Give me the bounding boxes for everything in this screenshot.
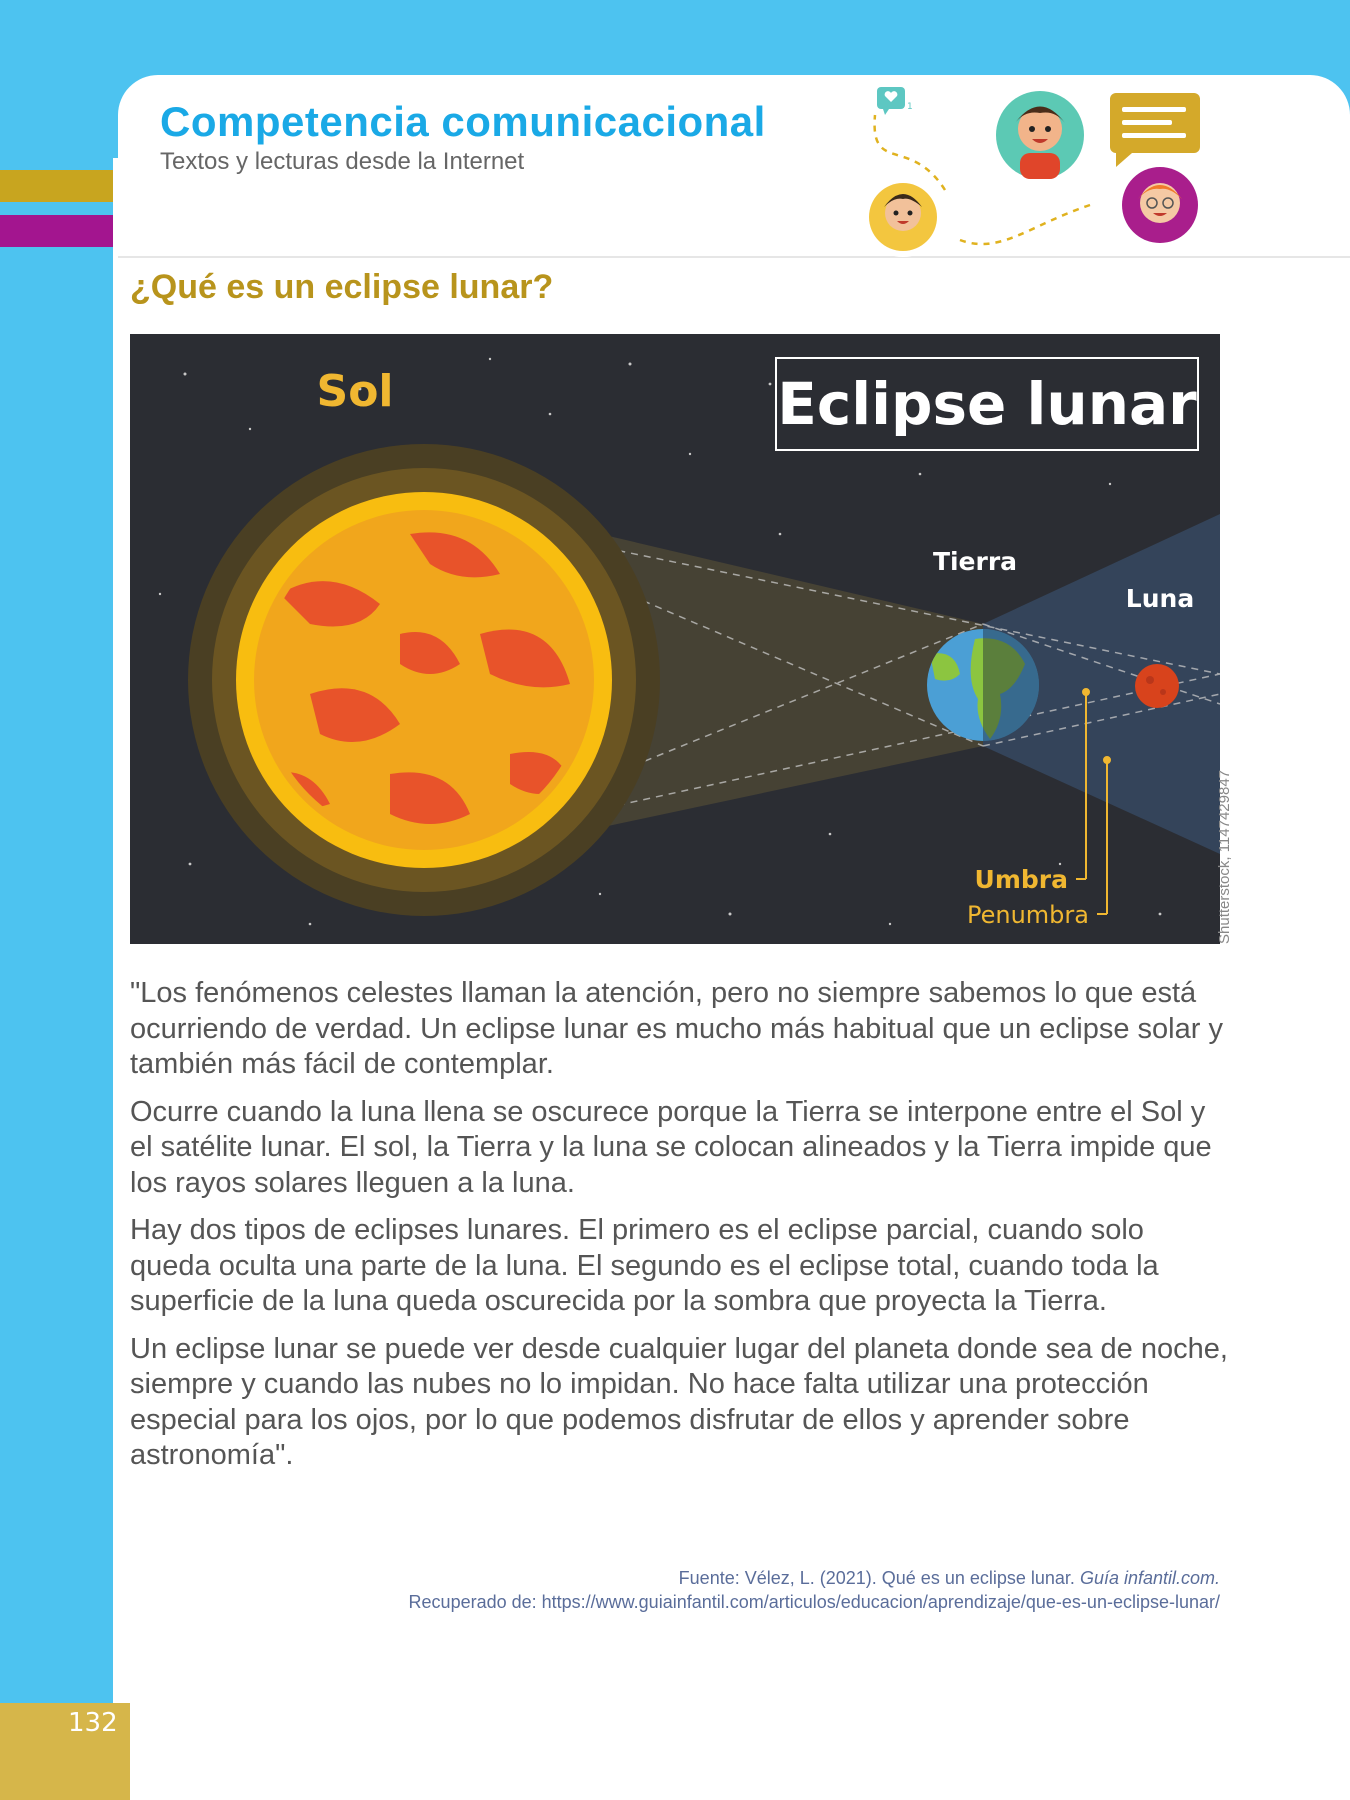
article-body bbox=[130, 976, 1230, 1486]
umbra-label: Umbra bbox=[974, 865, 1068, 894]
gold-stripe bbox=[0, 170, 113, 202]
source-citation bbox=[230, 1566, 1220, 1614]
left-band bbox=[0, 158, 113, 1710]
section-title: ¿Qué es un eclipse lunar? bbox=[130, 268, 554, 306]
paragraph: Ocurre cuando la luna llena se oscurece porque la Tierra se interpone entre el Sol y el satélite lunar. El sol, la Tierra y la luna se colocan alineados y la Tierra impide que los rayos solares lleguen a la luna. bbox=[130, 1095, 1212, 1199]
sun bbox=[188, 444, 660, 916]
moon bbox=[1135, 664, 1179, 708]
image-credit: Shutterstock, 1147429847 bbox=[1216, 769, 1233, 944]
paragraph: Un eclipse lunar se puede ver desde cualquier lugar del planeta donde sea de noche, siempre y cuando las nubes no lo impidan. No hace falta utilizar una protección especial para los ojos, por lo que podemos disfrutar de ellos y aprender sobre astronomía". bbox=[130, 1332, 1228, 1471]
sun-label: Sol bbox=[316, 366, 394, 417]
source-publication: Guía infantil.com. bbox=[1079, 1568, 1220, 1588]
kid-avatar-right bbox=[1116, 161, 1204, 249]
page-number: 132 bbox=[68, 1708, 118, 1738]
penumbra-label: Penumbra bbox=[967, 901, 1089, 929]
moon-label: Luna bbox=[1125, 584, 1195, 613]
kid-avatar-left bbox=[863, 177, 943, 257]
earth-label: Tierra bbox=[932, 547, 1018, 576]
kid-avatar-top bbox=[990, 85, 1090, 185]
header-illustration bbox=[850, 75, 1220, 265]
source-prefix: Fuente: Vélez, L. (2021). Qué es un eclipse lunar. bbox=[678, 1568, 1075, 1588]
paragraph: "Los fenómenos celestes llaman la atención, pero no siempre sabemos lo que está ocurriendo de verdad. Un eclipse lunar es mucho más habitual que un eclipse solar y también más fácil de contemplar. bbox=[130, 977, 1223, 1080]
figure-title: Eclipse lunar bbox=[777, 370, 1197, 438]
lunar-eclipse-figure bbox=[130, 334, 1220, 944]
source-url[interactable]: Recuperado de: https://www.guiainfantil.com/articulos/educacion/aprendizaje/que-es-un-eclipse-lunar/ bbox=[408, 1592, 1220, 1612]
like-count: 1 bbox=[907, 102, 913, 112]
chat-icon bbox=[1110, 93, 1200, 167]
paragraph: Hay dos tipos de eclipses lunares. El primero es el eclipse parcial, cuando solo queda oculta una parte de la luna. El segundo es el eclipse total, cuando toda la superficie de la luna queda oscurecida por la sombra que proyecta la Tierra. bbox=[130, 1214, 1159, 1317]
heart-icon bbox=[877, 87, 913, 115]
chapter-title: Competencia comunicacional bbox=[160, 98, 766, 145]
chapter-subtitle: Textos y lecturas desde la Internet bbox=[160, 148, 525, 175]
purple-stripe bbox=[0, 215, 113, 247]
